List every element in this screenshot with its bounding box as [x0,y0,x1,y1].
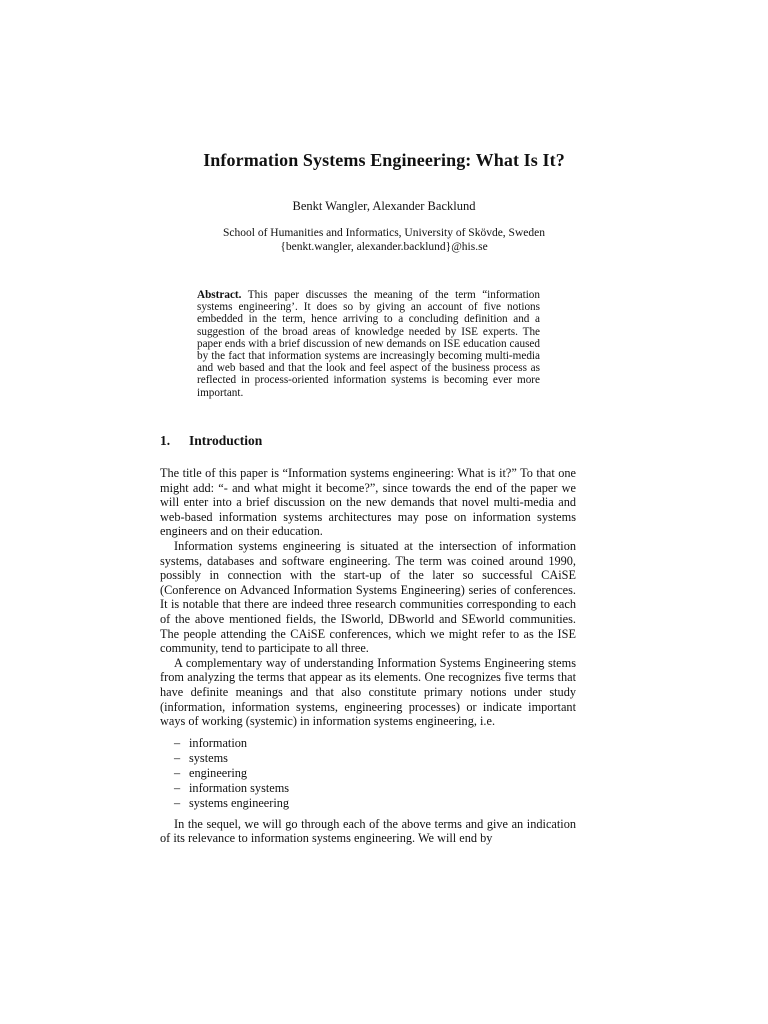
affiliation-emails: {benkt.wangler, alexander.backlund}@his.se [280,241,488,253]
intro-paragraph-2: Information systems engineering is situated at the intersection of information systems, databases and software engineering. The term was coined around 1990, possibly in connection with the start-up of the later so successful CAiSE (Conference on Advanced Information Systems Engineering) series of conferences. It is notable that there are indeed three research communities corresponding to each of the above mentioned fields, the ISworld, DBworld and SEworld communities. The people attending the CAiSE conferences, which we might refer to as the ISE community, tend to participate to all three. [160,538,576,656]
list-dash: – [174,750,181,765]
intro-paragraph-1: The title of this paper is “Information systems engineering: What is it?” To that one might add: “- and what might it become?”, since towards the end of the paper we will enter into a brief discussion on the new demands that novel multi-media and web-based information systems architectures may pose on information systems engineers and on their education. [160,466,576,539]
abstract-label: Abstract. [197,289,242,301]
list-item-text: information systems [189,780,290,795]
paper-title: Information Systems Engineering: What Is It? [203,150,565,170]
section-body [160,466,576,846]
list-item [174,766,576,781]
intro-paragraph-3: A complementary way of understanding Information Systems Engineering stems from analyzing the terms that appear as its elements. One recognizes five terms that have definite meanings and that also constitute primary notions under study (information, information systems, engineering processes) or indicate important ways of working (systemic) in information systems engineering, i.e. [160,655,576,729]
list-item [174,781,576,796]
paper-affiliation [0,226,768,254]
list-item-text: systems [189,750,228,765]
list-dash: – [174,765,181,780]
paper-authors: Benkt Wangler, Alexander Backlund [292,199,476,213]
section-title: Introduction [189,433,263,448]
section-number: 1. [160,433,171,448]
list-dash: – [174,795,181,810]
list-item [174,796,576,811]
list-dash: – [174,735,181,750]
terms-list [160,736,576,811]
abstract [197,289,540,399]
affiliation-institution: School of Humanities and Informatics, University of Skövde, Sweden [223,227,545,239]
list-item [174,736,576,751]
section-heading [160,433,262,449]
list-item-text: engineering [189,765,248,780]
list-item-text: information [189,735,248,750]
list-item-text: systems engineering [189,795,290,810]
intro-paragraph-4: In the sequel, we will go through each of the above terms and give an indication of its relevance to information systems engineering. We will end by [160,816,576,846]
list-dash: – [174,780,181,795]
abstract-text: This paper discusses the meaning of the term “information systems engineering’. It does so by giving an account of five notions embedded in the term, hence arriving to a concluding definition and a suggestion of the broad areas of knowledge needed by ISE experts. The paper ends with a brief discussion of new demands on ISE education caused by the fact that information systems are increasingly becoming multi-media and web based and that the look and feel aspect of the business process as reflected in process-oriented information systems is becoming ever more important. [197,289,540,399]
list-item [174,751,576,766]
